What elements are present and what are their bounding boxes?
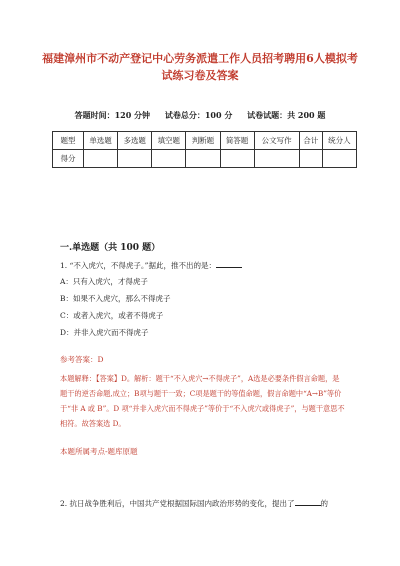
- header-cell: 题型: [53, 132, 84, 150]
- score-cell: [299, 150, 322, 168]
- score-cell: [84, 150, 118, 168]
- header-cell: 统分人: [322, 132, 356, 150]
- header-cell: 简答题: [220, 132, 254, 150]
- option-b: B：如果不入虎穴，那么不得虎子: [60, 294, 171, 303]
- section-title: 一.单选题（共 100 题）: [60, 243, 161, 253]
- option-c: C：或者入虎穴，或者不得虎子: [60, 311, 164, 320]
- question-2-text: 2. 抗日战争胜利后，中国共产党根据国际国内政治形势的变化，提出了: [60, 499, 295, 508]
- page-title: [40, 50, 360, 84]
- question-source: 本题所属考点-题库原题: [60, 447, 138, 456]
- score-header-row: [53, 132, 357, 150]
- score-table: [52, 131, 357, 168]
- header-cell: 多选题: [118, 132, 152, 150]
- answer-reference: 参考答案：D: [60, 355, 104, 364]
- answer-blank: [216, 259, 242, 268]
- exam-time: 答题时间：120 分钟: [74, 110, 151, 120]
- answer-blank: [295, 497, 321, 506]
- score-cell: [152, 150, 186, 168]
- exam-total: 试卷总分：100 分: [164, 110, 233, 120]
- score-cell: [254, 150, 299, 168]
- exam-meta: [0, 110, 400, 121]
- question-1-stem: [60, 259, 242, 272]
- score-row: [53, 150, 357, 168]
- score-cell: [220, 150, 254, 168]
- score-cell: [186, 150, 220, 168]
- header-cell: 单选题: [84, 132, 118, 150]
- header-cell: 公文写作: [254, 132, 299, 150]
- header-cell: 填空题: [152, 132, 186, 150]
- score-row-label: 得分: [53, 150, 84, 168]
- question-1-text: 1. “不入虎穴，不得虎子。”据此，推不出的是：: [60, 261, 216, 270]
- score-cell: [118, 150, 152, 168]
- header-cell: 合计: [299, 132, 322, 150]
- question-2-tail: 的: [320, 499, 329, 508]
- title-line-1: 福建漳州市不动产登记中心劳务派遣工作人员招考聘用6人模拟考: [42, 52, 358, 65]
- header-cell: 判断题: [186, 132, 220, 150]
- option-d: D：并非入虎穴而不得虎子: [60, 328, 149, 337]
- exam-count: 试卷试题：共 200 题: [247, 110, 326, 120]
- title-line-2: 试练习卷及答案: [161, 69, 239, 82]
- question-2-stem: [60, 497, 360, 510]
- score-cell: [322, 150, 356, 168]
- option-a: A：只有入虎穴，才得虎子: [60, 277, 148, 286]
- answer-explanation: 本题解释：【答案】D。解析：题干“不入虎穴→不得虎子”，A选是必要条件假言命题，是题干的逆否命题,成立；B项与题干一致；C项是题干的等值命题，假言命题中“A→B”等价于“非 A 或 B”。D 项“并非入虎穴而不得虎子”等价于“不入虎穴或得虎子”，与题干意思不相符。故答案选 D。: [60, 374, 345, 428]
